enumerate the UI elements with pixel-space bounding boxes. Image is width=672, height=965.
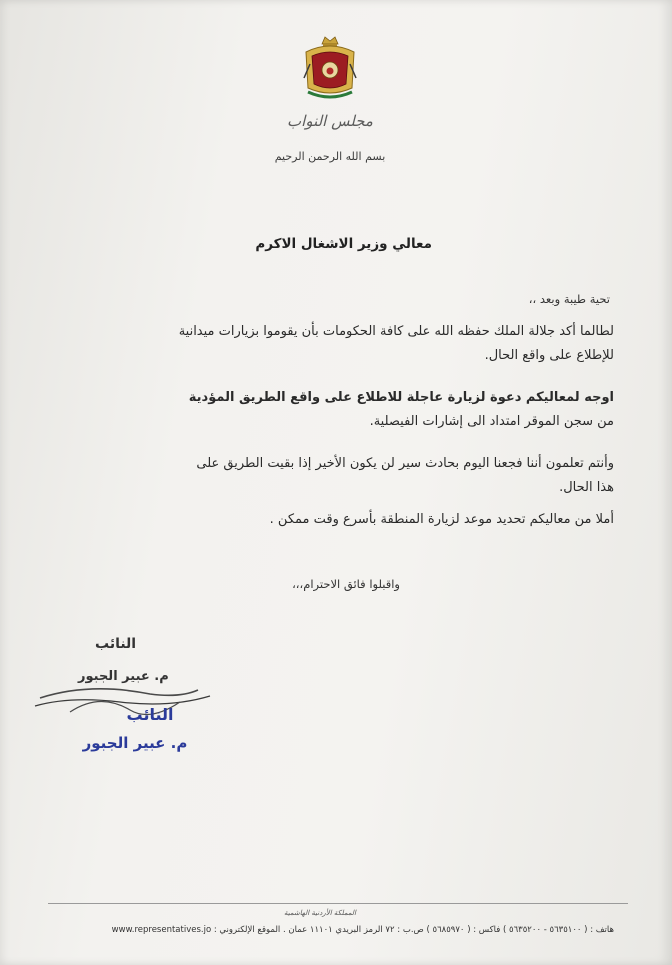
paragraph-2-line-1: اوجه لمعاليكم دعوة لزيارة عاجلة للاطلاع على واقع الطريق المؤدية — [188, 390, 614, 405]
footer-contact: هاتف : ( ٥٦٣٥١٠٠ - ٥٦٣٥٢٠٠ ) فاكس : ( ٥٦٨٥٩٧٠ ) ص.ب : ٧٢ الرمز البريدي ١١١٠١ عمان . الموقع الإلكتروني : www.representatives.jo — [111, 925, 614, 935]
paragraph-4 — [54, 508, 614, 532]
recipient-line: معالي وزير الاشغال الاكرم — [255, 236, 432, 252]
signatory-title: النائب — [95, 636, 137, 652]
greeting: تحية طيبة وبعد ،، — [528, 292, 610, 306]
council-name: مجلس النواب — [287, 112, 373, 130]
paragraph-3-line-2: هذا الحال. — [559, 480, 614, 495]
stamp-name: م. عبير الجبور — [82, 734, 188, 752]
basmala: بسم الله الرحمن الرحيم — [274, 150, 386, 163]
jordan-coat-of-arms-icon — [300, 34, 360, 102]
paragraph-4-text: أملا من معاليكم تحديد موعد لزيارة المنطقة بأسرع وقت ممكن . — [269, 512, 614, 527]
paragraph-1-line-1: لطالما أكد جلالة الملك حفظه الله على كافة الحكومات بأن يقوموا بزيارات ميدانية — [178, 324, 614, 339]
closing-line: واقبلوا فائق الاحترام،،، — [292, 577, 400, 591]
signature-stamp — [30, 672, 220, 758]
paragraph-3 — [54, 452, 614, 500]
paragraph-2 — [54, 386, 614, 434]
paragraph-1-line-2: للإطلاع على واقع الحال. — [484, 348, 614, 363]
footer-org-name: المملكة الأردنية الهاشمية — [283, 909, 357, 917]
stamp-title: النائب — [126, 705, 174, 724]
paragraph-3-line-1: وأنتم تعلمون أننا فجعنا اليوم بحادث سير لن يكون الأخير إذا بقيت الطريق على — [196, 456, 614, 471]
paragraph-1 — [54, 320, 614, 368]
paragraph-2-line-2: من سجن الموقر امتداد الى إشارات الفيصلية. — [369, 414, 614, 429]
footer-divider — [48, 903, 628, 904]
signatory-name: م. عبير الجبور — [78, 669, 169, 684]
